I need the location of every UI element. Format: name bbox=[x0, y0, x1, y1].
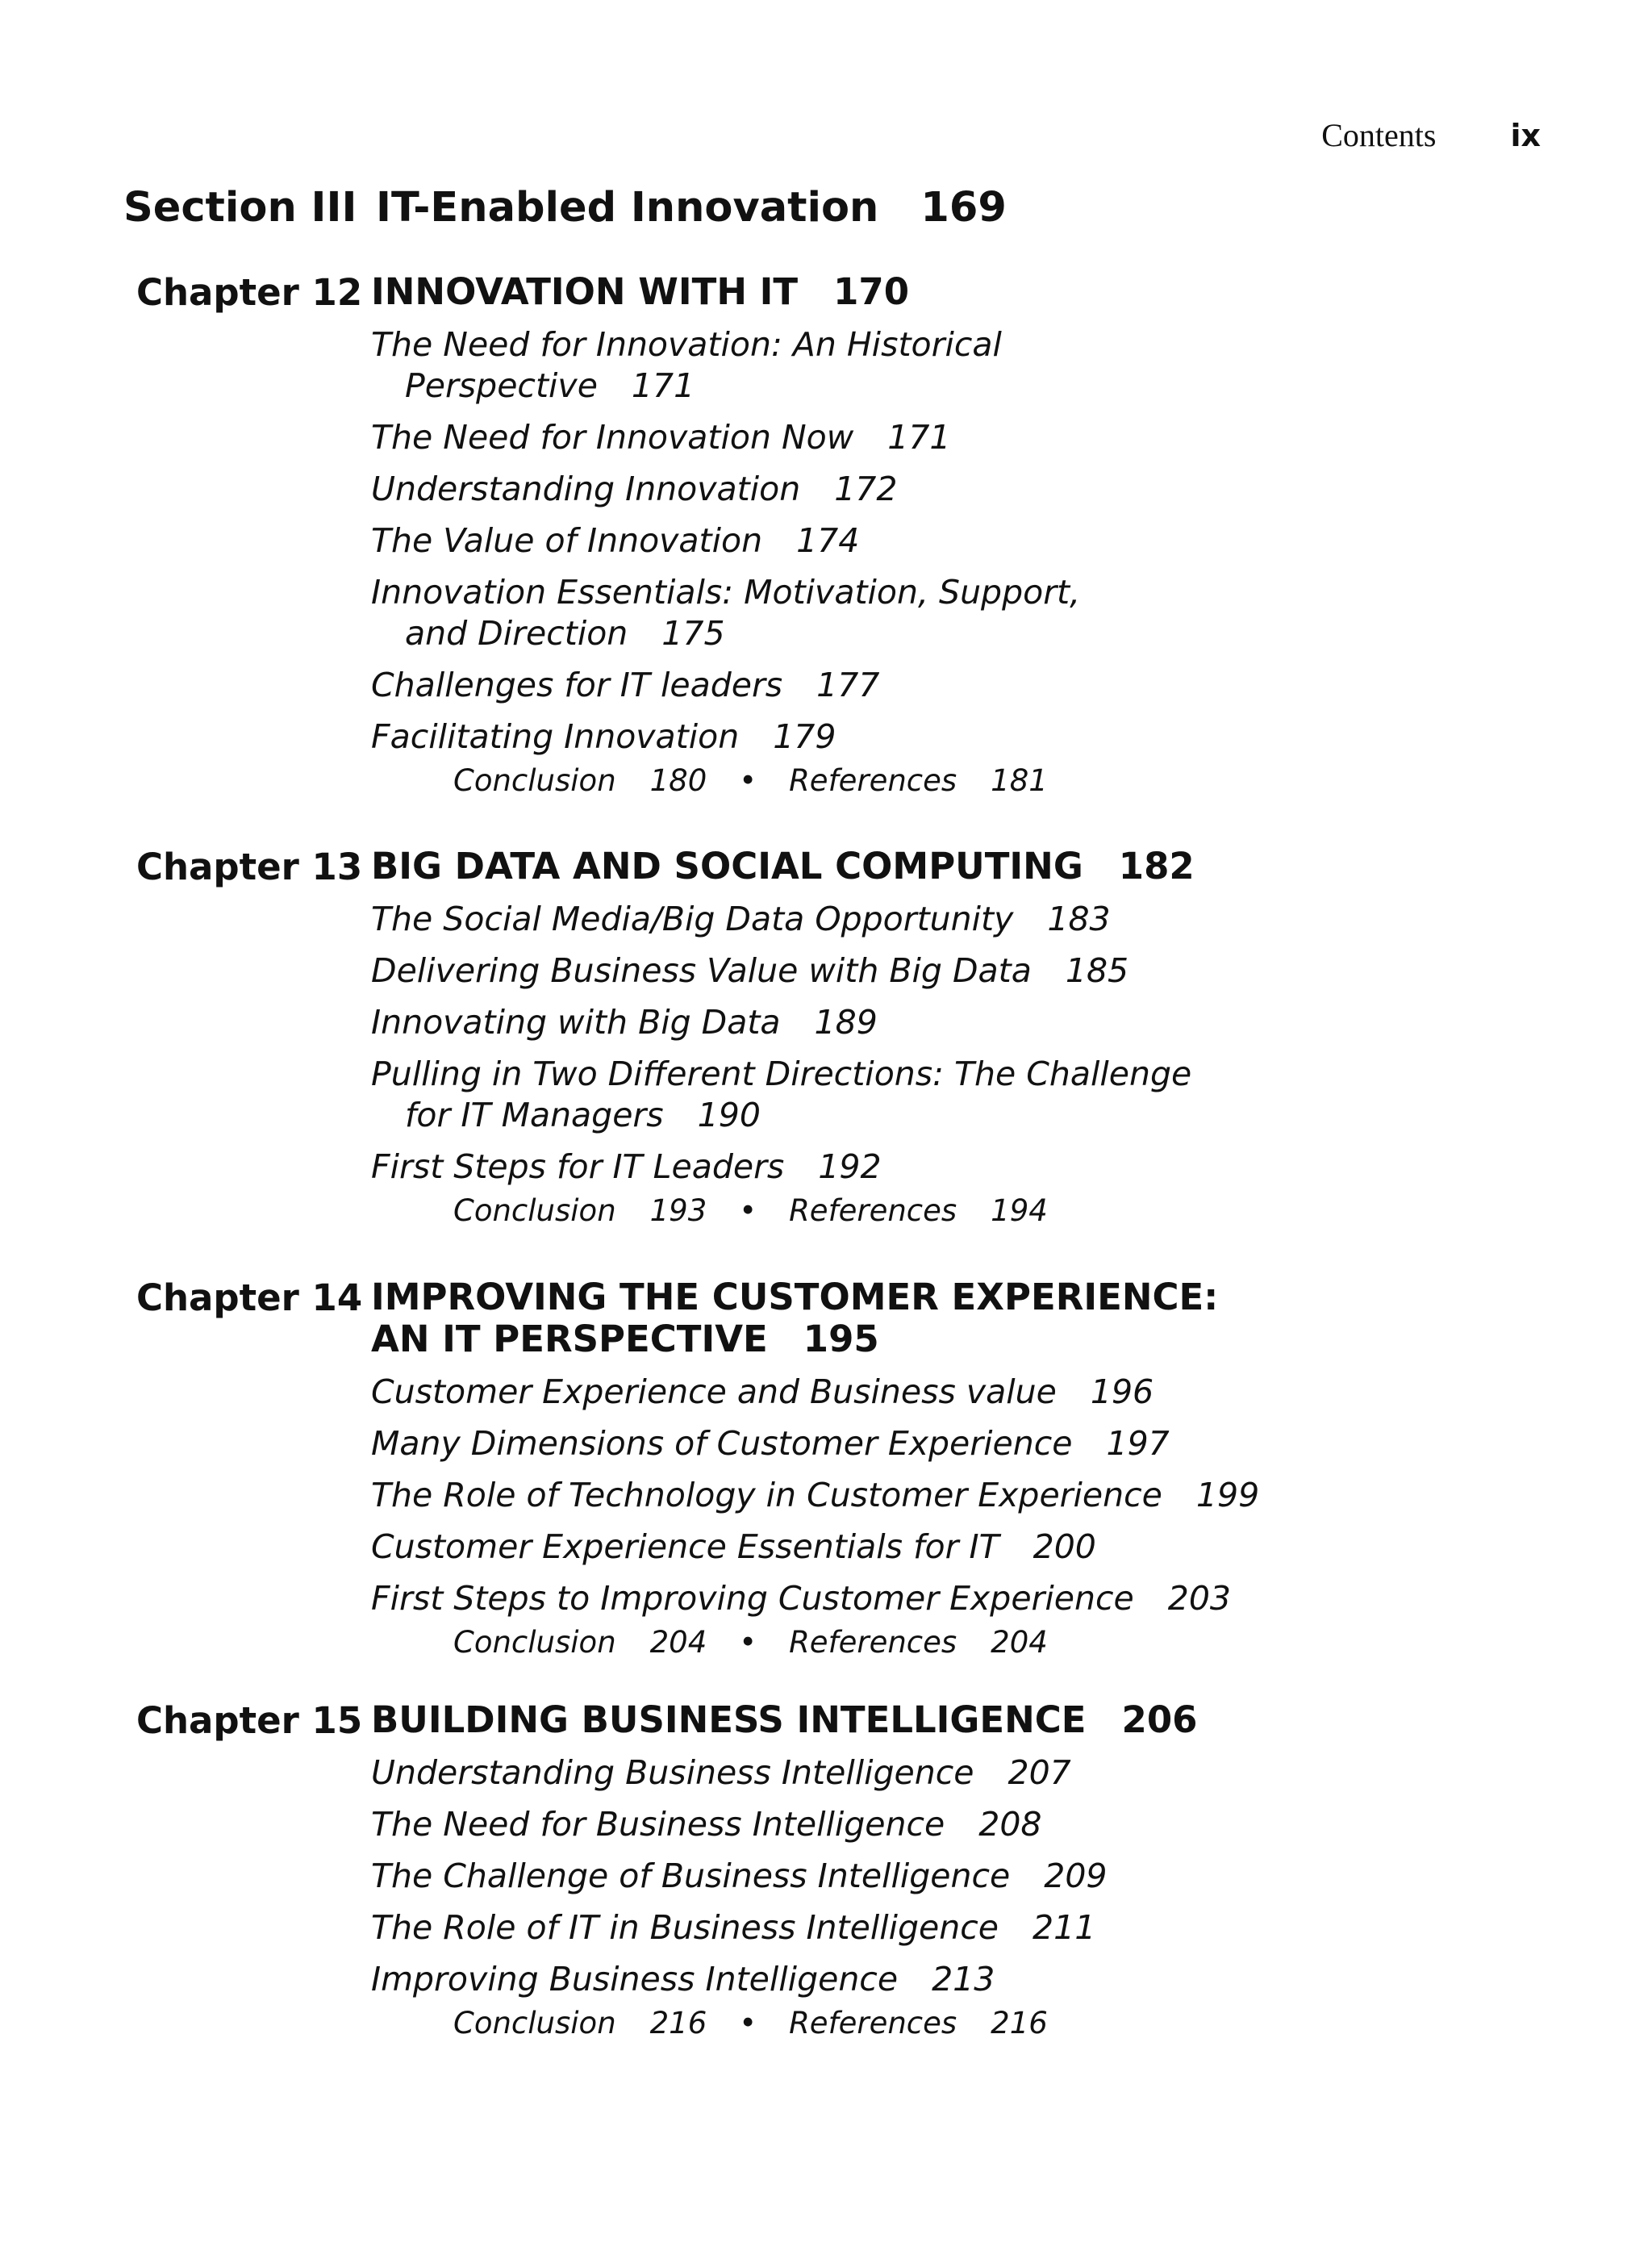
entry-title: Innovation Essentials: Motivation, Support, bbox=[371, 573, 1081, 612]
conclusion-page: 193 bbox=[649, 1193, 707, 1228]
page-number: ix bbox=[1510, 118, 1541, 153]
entry-page: 196 bbox=[1090, 1372, 1154, 1411]
entry-title: Challenges for IT leaders bbox=[371, 666, 783, 704]
chapter-title[interactable] bbox=[371, 271, 909, 313]
entry-title: Delivering Business Value with Big Data bbox=[371, 951, 1032, 990]
toc-entry[interactable] bbox=[371, 950, 1258, 992]
bullet-separator: • bbox=[739, 763, 757, 798]
chapter-label[interactable]: Chapter 15 bbox=[136, 1699, 363, 1742]
entry-title: Customer Experience Essentials for IT bbox=[371, 1527, 999, 1566]
entry-page: 175 bbox=[661, 614, 725, 653]
chapter-label[interactable]: Chapter 14 bbox=[136, 1276, 363, 1319]
references-label[interactable]: References bbox=[789, 763, 957, 798]
chapter-label[interactable]: Chapter 13 bbox=[136, 846, 363, 888]
entry-page: 174 bbox=[796, 521, 860, 560]
toc-entry[interactable] bbox=[371, 1147, 1258, 1188]
running-title: Contents bbox=[1321, 117, 1437, 153]
entry-page: 192 bbox=[818, 1147, 882, 1186]
chapter-page: 195 bbox=[803, 1318, 879, 1360]
conclusion-page: 180 bbox=[649, 763, 707, 798]
section-heading bbox=[123, 184, 1007, 232]
entry-title: Customer Experience and Business value bbox=[371, 1372, 1057, 1411]
toc-entry[interactable] bbox=[371, 665, 1258, 706]
references-page: 181 bbox=[991, 763, 1048, 798]
entry-page: 207 bbox=[1007, 1753, 1071, 1792]
entry-page: 179 bbox=[773, 717, 836, 756]
entry-title: The Role of Technology in Customer Experience bbox=[371, 1476, 1162, 1514]
toc-entry[interactable] bbox=[371, 1578, 1258, 1619]
toc-entry[interactable] bbox=[371, 1856, 1258, 1897]
entry-title-continued: and Direction bbox=[405, 614, 628, 653]
entry-page: 208 bbox=[978, 1805, 1042, 1844]
chapter-title-line: BIG DATA AND SOCIAL COMPUTING bbox=[371, 845, 1083, 888]
entry-page: 197 bbox=[1106, 1424, 1170, 1463]
toc-entry[interactable] bbox=[371, 324, 1258, 407]
toc-entry[interactable] bbox=[371, 716, 1258, 758]
entry-page: 200 bbox=[1032, 1527, 1096, 1566]
conclusion-page: 204 bbox=[649, 1625, 707, 1660]
toc-entry[interactable] bbox=[371, 1054, 1258, 1136]
entry-page: 213 bbox=[932, 1960, 995, 1999]
entry-page: 199 bbox=[1195, 1476, 1260, 1514]
toc-entry[interactable] bbox=[371, 1423, 1258, 1464]
chapter-title[interactable] bbox=[371, 1276, 1218, 1360]
chapter-label[interactable]: Chapter 12 bbox=[136, 271, 363, 314]
toc-entry[interactable] bbox=[371, 1372, 1258, 1413]
entry-page: 185 bbox=[1065, 951, 1129, 990]
conclusion-label[interactable]: Conclusion bbox=[453, 2006, 616, 2040]
entry-title: Innovating with Big Data bbox=[371, 1003, 781, 1042]
entry-title: The Need for Innovation Now bbox=[371, 418, 854, 457]
entry-title: The Need for Business Intelligence bbox=[371, 1805, 945, 1844]
chapter-entries bbox=[371, 1752, 1258, 2041]
entry-title: The Need for Innovation: An Historical bbox=[371, 325, 1002, 364]
entry-title: The Value of Innovation bbox=[371, 521, 763, 560]
closing-line bbox=[371, 2006, 1258, 2041]
entry-page: 177 bbox=[816, 666, 880, 704]
entry-title: Understanding Business Intelligence bbox=[371, 1753, 974, 1792]
toc-entry[interactable] bbox=[371, 1752, 1258, 1794]
entry-title-continued: for IT Managers bbox=[405, 1096, 664, 1134]
toc-entry[interactable] bbox=[371, 899, 1258, 940]
bullet-separator: • bbox=[739, 2006, 757, 2040]
conclusion-page: 216 bbox=[649, 2006, 707, 2040]
closing-line bbox=[371, 1625, 1258, 1660]
toc-entry[interactable] bbox=[371, 1959, 1258, 2000]
entry-title: First Steps to Improving Customer Experience bbox=[371, 1579, 1134, 1618]
toc-entry[interactable] bbox=[371, 520, 1258, 562]
entry-title: Improving Business Intelligence bbox=[371, 1960, 899, 1999]
references-label[interactable]: References bbox=[789, 1625, 957, 1660]
conclusion-label[interactable]: Conclusion bbox=[453, 763, 616, 798]
toc-entry[interactable] bbox=[371, 417, 1258, 458]
toc-entry[interactable] bbox=[371, 1527, 1258, 1568]
bullet-separator: • bbox=[739, 1193, 757, 1228]
entry-title-continued: Perspective bbox=[405, 366, 598, 405]
entry-title: Facilitating Innovation bbox=[371, 717, 740, 756]
closing-line bbox=[371, 763, 1258, 799]
chapter-title-line: INNOVATION WITH IT bbox=[371, 270, 799, 313]
chapter-entries bbox=[371, 899, 1258, 1229]
entry-title: Many Dimensions of Customer Experience bbox=[371, 1424, 1073, 1463]
section-label: Section III bbox=[123, 184, 357, 232]
closing-line bbox=[371, 1193, 1258, 1229]
chapter-page: 170 bbox=[833, 270, 910, 313]
chapter-title-line: BUILDING BUSINESS INTELLIGENCE bbox=[371, 1698, 1087, 1741]
conclusion-label[interactable]: Conclusion bbox=[453, 1193, 616, 1228]
references-page: 216 bbox=[991, 2006, 1048, 2040]
entry-page: 211 bbox=[1032, 1908, 1096, 1947]
entry-title: Understanding Innovation bbox=[371, 470, 801, 508]
references-label[interactable]: References bbox=[789, 1193, 957, 1228]
entry-page: 189 bbox=[814, 1003, 878, 1042]
chapter-title-line: IMPROVING THE CUSTOMER EXPERIENCE: bbox=[371, 1276, 1219, 1318]
entry-title: Pulling in Two Different Directions: The Challenge bbox=[371, 1055, 1192, 1093]
entry-page: 190 bbox=[697, 1096, 761, 1134]
chapter-entries bbox=[371, 1372, 1258, 1660]
toc-entry[interactable] bbox=[371, 469, 1258, 510]
references-label[interactable]: References bbox=[789, 2006, 957, 2040]
toc-entry[interactable] bbox=[371, 572, 1258, 654]
entry-title: First Steps for IT Leaders bbox=[371, 1147, 785, 1186]
chapter-title[interactable] bbox=[371, 1699, 1197, 1741]
running-header bbox=[1321, 116, 1541, 154]
entry-title: The Role of IT in Business Intelligence bbox=[371, 1908, 999, 1947]
entry-title: The Social Media/Big Data Opportunity bbox=[371, 900, 1014, 938]
entry-page: 203 bbox=[1167, 1579, 1232, 1618]
toc-entry[interactable] bbox=[371, 1475, 1258, 1516]
chapter-page: 182 bbox=[1118, 845, 1195, 888]
chapter-title-line: AN IT PERSPECTIVE bbox=[371, 1318, 768, 1360]
toc-entry[interactable] bbox=[371, 1002, 1258, 1043]
section-title: IT-Enabled Innovation bbox=[376, 184, 879, 232]
entry-page: 171 bbox=[631, 366, 695, 405]
chapter-title[interactable] bbox=[371, 846, 1195, 888]
references-page: 204 bbox=[991, 1625, 1048, 1660]
conclusion-label[interactable]: Conclusion bbox=[453, 1625, 616, 1660]
entry-page: 209 bbox=[1044, 1857, 1108, 1895]
entry-page: 183 bbox=[1047, 900, 1111, 938]
entry-page: 171 bbox=[887, 418, 951, 457]
chapter-page: 206 bbox=[1121, 1698, 1198, 1741]
chapter-entries bbox=[371, 324, 1258, 799]
entry-title: The Challenge of Business Intelligence bbox=[371, 1857, 1011, 1895]
toc-entry[interactable] bbox=[371, 1907, 1258, 1948]
bullet-separator: • bbox=[739, 1625, 757, 1660]
section-page: 169 bbox=[920, 184, 1007, 232]
toc-entry[interactable] bbox=[371, 1804, 1258, 1845]
references-page: 194 bbox=[991, 1193, 1048, 1228]
entry-page: 172 bbox=[834, 470, 898, 508]
